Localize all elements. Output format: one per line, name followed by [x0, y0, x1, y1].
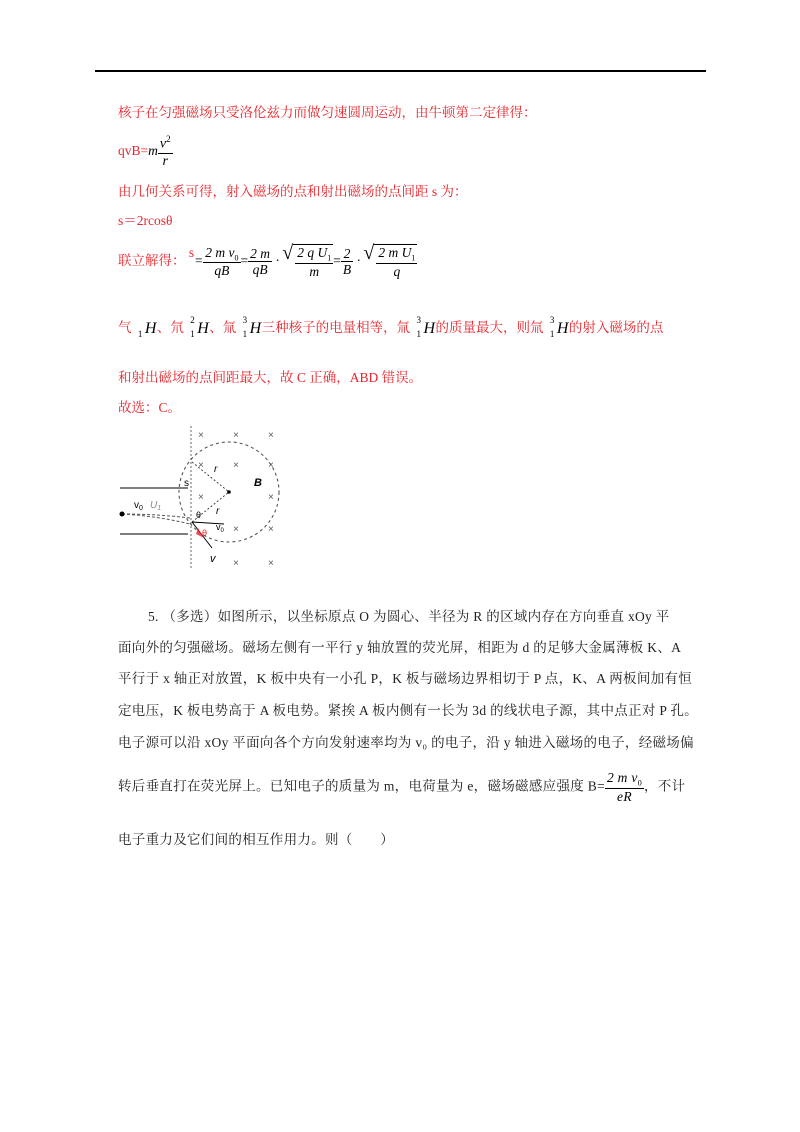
field-strength-fraction — [605, 770, 644, 804]
question-line-6 — [118, 770, 685, 804]
eq3-root-2 — [374, 244, 417, 279]
q-frac-num-sub: 0 — [637, 778, 642, 788]
solution-line-5: 和射出磁场的点间距最大，故 C 正确，ABD 错误。 — [118, 370, 423, 385]
cross-1: × — [198, 430, 204, 441]
cross-10: × — [268, 524, 274, 535]
line4-e: 的质量最大，则氚 — [435, 320, 544, 335]
line4-a: 气 — [118, 320, 132, 335]
header-rule — [95, 70, 706, 72]
line4-b: 、氘 — [156, 320, 184, 335]
nuclide-el-5: H — [556, 319, 569, 337]
solution-line-1: 核子在匀强磁场只受洛伦兹力而做匀速圆周运动，由牛顿第二定律得： — [118, 105, 537, 120]
label-r-1: r — [214, 464, 218, 475]
label-v: v — [210, 553, 216, 565]
nuclide-el-2: H — [197, 319, 209, 337]
question-line-7: 电子重力及它们间的相互作用力。则（ ） — [118, 832, 394, 847]
question-text-1: （多选）如图所示，以坐标原点 O 为圆心、半径为 R 的区域内存在方向垂直 xOy 平 — [162, 609, 670, 624]
source-dot — [120, 512, 125, 517]
nuclide-tritium-1 — [240, 314, 262, 339]
eq3-dot-2: · — [356, 252, 362, 268]
nuclide-tritium-2 — [414, 314, 436, 339]
equation-solved: 联立解得： s= $\frac{2 m v_0}{qB}$ = $\frac{2 m}{qB}$ · √ $\frac{2 q U_1}{m}$ = $\frac{2}{B}$ · √ $\frac{2 m U_1}{q}$ — [118, 244, 417, 279]
q-frac-den: eR — [617, 788, 632, 804]
eq1-den: r — [162, 153, 168, 169]
magnetic-field-diagram — [112, 422, 312, 572]
cross-4: × — [198, 460, 204, 471]
nuclide-tritium-3 — [547, 314, 569, 339]
eq3-fraction-3 — [341, 246, 353, 278]
eq1-num-sup: 2 — [166, 134, 171, 144]
nuclide-el-1: H — [144, 319, 157, 337]
nuclide-z-2: 1 — [190, 328, 195, 339]
nuclide-protium — [135, 319, 157, 339]
label-v0b: $v_0$ — [216, 522, 224, 534]
nuclide-z-4: 1 — [416, 328, 421, 339]
equation-distance: s＝2rcosθ — [118, 213, 173, 228]
line4-c: 、氚 — [209, 320, 237, 335]
question-line-1 — [148, 605, 670, 625]
label-U1: $U_1$ — [150, 500, 162, 512]
eq3-r1-num-sub: 1 — [327, 253, 332, 263]
eq3-fraction-2 — [248, 246, 272, 278]
line4-d: 三种核子的电量相等，氚 — [261, 320, 411, 335]
eq1-fraction — [158, 134, 173, 170]
label-theta-1: θ — [196, 510, 202, 520]
label-B: B — [254, 477, 262, 489]
question-line-4: 定电压，K 板电势高于 A 板电势。紧挨 A 板内侧有一长为 3d 的线状电子源，其中点正对 P 孔。 — [118, 703, 698, 718]
eq3-r2-den: q — [393, 263, 401, 279]
cross-8: × — [268, 492, 274, 503]
nuclide-a-3b: 3 — [416, 314, 421, 325]
eq1-lhs: qvB= — [118, 143, 149, 159]
eq3-r1-den: m — [309, 263, 320, 279]
eq1-m: m — [148, 143, 158, 159]
solution-line-2: 由几何关系可得，射入磁场的点和射出磁场的点间距 s 为： — [118, 184, 468, 199]
nuclide-el-4: H — [423, 319, 436, 337]
nuclide-z-1: 1 — [137, 328, 143, 339]
eq3-f1-den: qB — [214, 263, 230, 279]
center-dot — [227, 490, 231, 494]
eq3-fraction-1 — [203, 245, 240, 279]
field-crosses — [198, 430, 274, 569]
eq3-s: s — [188, 244, 195, 260]
equation-lorentz — [118, 134, 173, 170]
question-line-3: 平行于 x 轴正对放置，K 板中央有一小孔 P，K 板与磁场边界相切于 P 点，K、A 两板间加有恒 — [118, 671, 693, 686]
nuclide-z-5: 1 — [549, 328, 555, 339]
question-text-6a: 转后垂直打在荧光屏上。已知电子的质量为 m，电荷量为 e，磁场磁感应强度 B= — [118, 778, 605, 794]
question-line-2: 面向外的匀强磁场。磁场左侧有一平行 y 轴放置的荧光屏，相距为 d 的足够大金属薄板 K、A — [118, 640, 682, 655]
nuclide-a-2: 2 — [190, 314, 195, 325]
cross-7: × — [198, 492, 204, 503]
solution-line-4 — [118, 316, 663, 339]
cross-6: × — [268, 460, 274, 471]
question-text-6b: ，不计 — [644, 778, 686, 794]
solved-label: 联立解得： — [118, 252, 186, 268]
eq3-f2-num: 2 m — [250, 245, 271, 261]
eq1-num: v — [159, 136, 167, 152]
nuclide-a-3: 3 — [242, 314, 248, 325]
nuclide-z-3: 1 — [242, 328, 248, 339]
cross-9: × — [233, 524, 239, 535]
trajectory-left-2 — [122, 514, 190, 524]
eq3-f1-num-sub: 0 — [234, 253, 239, 263]
eq3-f3-den: B — [342, 262, 352, 278]
label-r-2: r — [216, 506, 220, 517]
eq3-f1-num: 2 m v — [205, 244, 235, 260]
eq3-dot-1: · — [275, 252, 280, 268]
cross-12: × — [268, 558, 274, 569]
cross-3: × — [268, 430, 274, 441]
solution-answer: 故选：C。 — [118, 400, 182, 415]
line4-f: 的射入磁场的点 — [568, 320, 664, 335]
cross-5: × — [233, 460, 239, 471]
eq3-r2-num: 2 m U — [378, 245, 412, 260]
label-theta-2: θ — [202, 528, 208, 538]
q-frac-num: 2 m v — [606, 770, 638, 785]
eq3-f3-num: 2 — [341, 246, 353, 263]
eq3-root-1 — [293, 244, 333, 279]
cross-11: × — [233, 558, 239, 569]
eq3-r1-num: 2 q U — [297, 245, 328, 260]
nuclide-a-3c: 3 — [549, 314, 555, 325]
label-v0: $v_0$ — [134, 500, 143, 512]
label-s: s — [184, 478, 189, 489]
nuclide-el-3: H — [249, 319, 262, 337]
eq3-r2-num-sub: 1 — [411, 253, 416, 263]
question-number: 5. — [148, 609, 159, 624]
nuclide-deuterium — [187, 314, 209, 339]
cross-2: × — [233, 430, 239, 441]
question-line-5: 电子源可以沿 xOy 平面向各个方向发射速率均为 v₀ 的电子，沿 y 轴进入磁场的电子，经磁场偏 — [118, 735, 694, 750]
eq3-f2-den: qB — [252, 262, 268, 278]
